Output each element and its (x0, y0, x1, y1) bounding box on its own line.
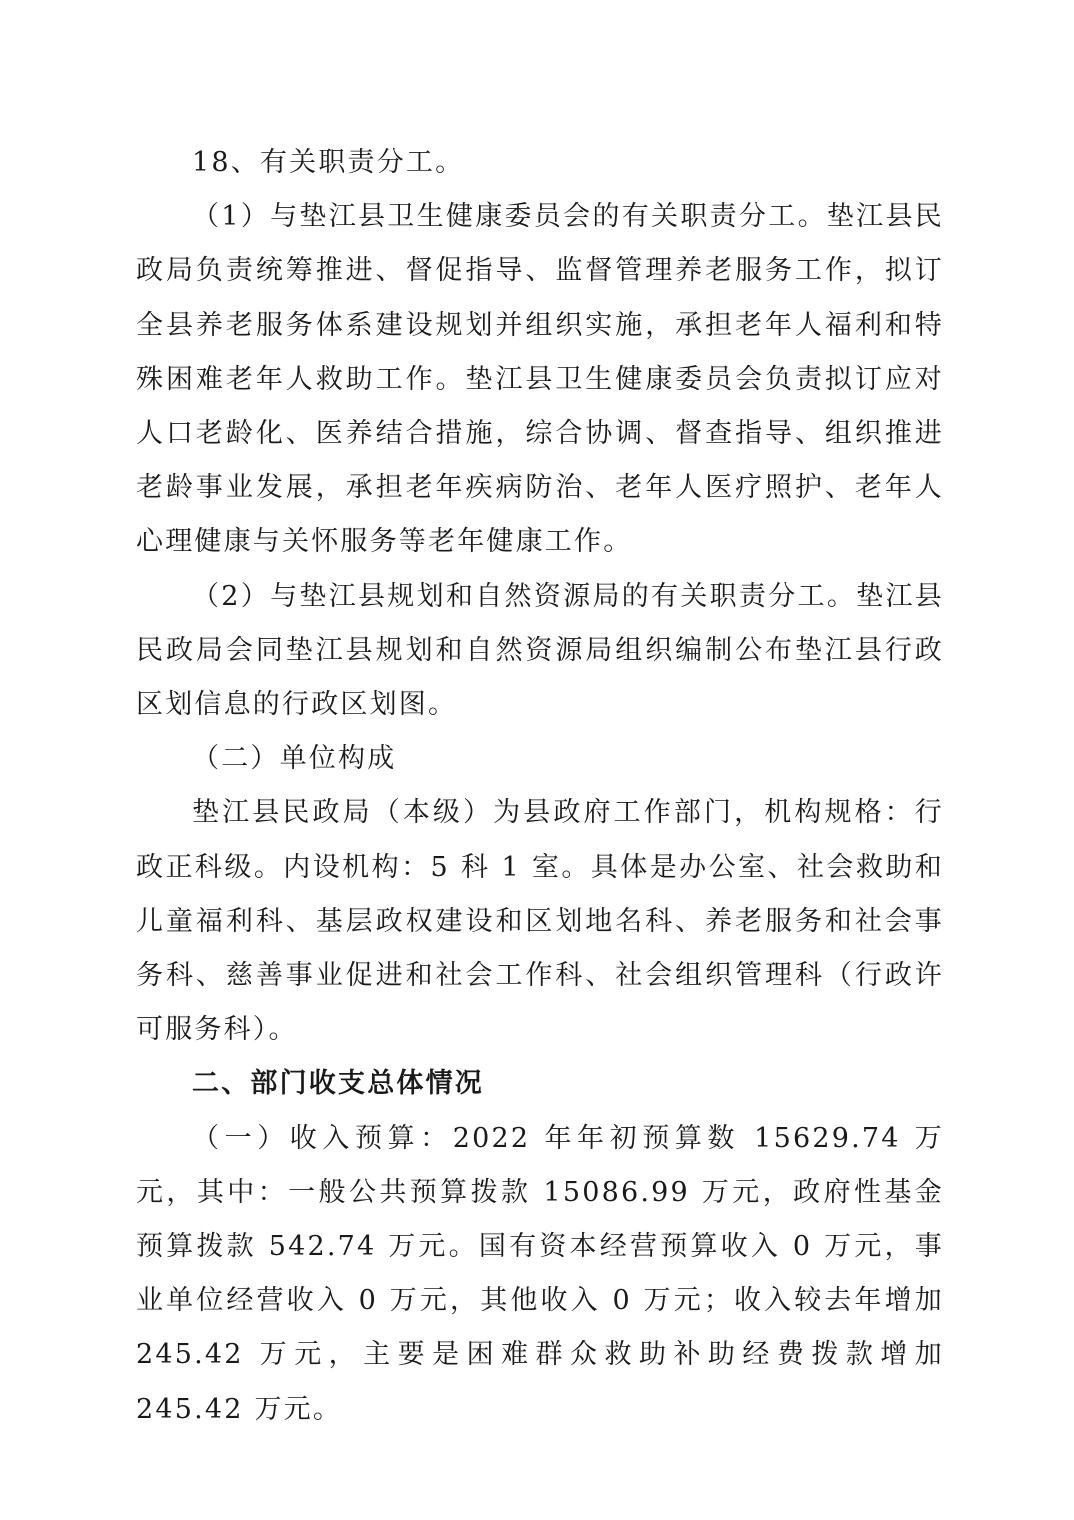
paragraph-unit-composition: 垫江县民政局（本级）为县政府工作部门，机构规格：行政正科级。内设机构：5 科 1 室。具体是办公室、社会救助和儿童福利科、基层政权建设和区划地名科、养老服务和社会事务科、慈善事业促进和社会工作科、社会组织管理科（行政许可服务科）。 (136, 797, 944, 1046)
section-unit-composition: （二）单位构成 (192, 743, 397, 775)
document-body (136, 136, 944, 1437)
paragraph-health-commission: （1）与垫江县卫生健康委员会的有关职责分工。垫江县民政局负责统筹推进、督促指导、监督管理养老服务工作，拟订全县养老服务体系建设规划并组织实施，承担老年人福利和特殊困难老年人救助工作。垫江县卫生健康委员会负责拟订应对人口老龄化、医养结合措施，综合协调、督查指导、组织推进老龄事业发展，承担老年疾病防治、老年人医疗照护、老年人心理健康与关怀服务等老年健康工作。 (136, 201, 944, 558)
paragraph-planning-bureau: （2）与垫江县规划和自然资源局的有关职责分工。垫江县民政局会同垫江县规划和自然资源局组织编制公布垫江县行政区划信息的行政区划图。 (136, 580, 944, 721)
paragraph-income-budget: （一）收入预算：2022 年年初预算数 15629.74 万元，其中：一般公共预算拨款 15086.99 万元，政府性基金预算拨款 542.74 万元。国有资本经营预算收入 0 万元，事业单位经营收入 0 万元，其他收入 0 万元；收入较去年增加 245.42 万元，主要是困难群众救助补助经费拨款增加 245.42 万元。 (136, 1122, 944, 1425)
section-heading-income-expenditure: 二、部门收支总体情况 (192, 1068, 484, 1100)
paragraph-duty-division: 18、有关职责分工。 (192, 147, 465, 178)
